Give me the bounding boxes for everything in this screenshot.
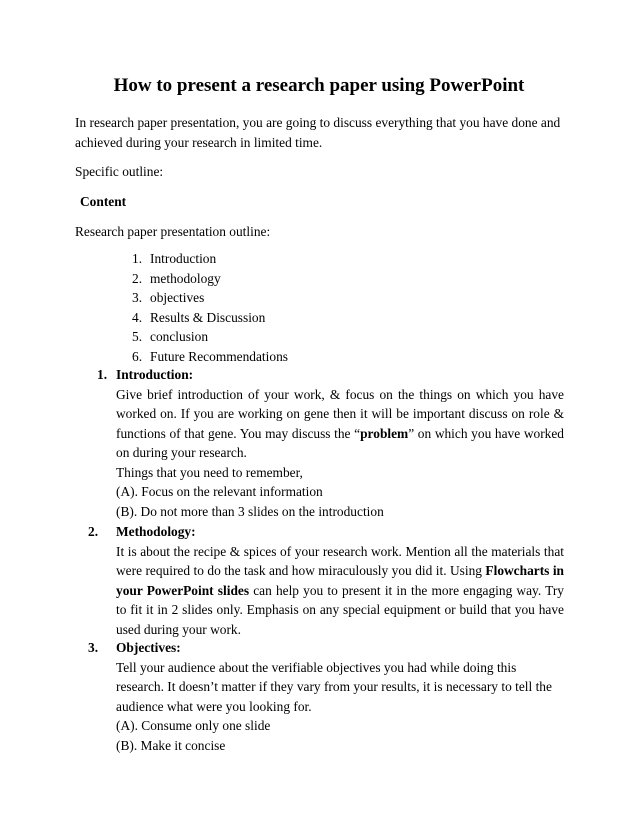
outline-item-label: Future Recommendations [150,348,288,364]
section-title: Methodology: [116,524,196,539]
outline-item-number: 6. [132,348,143,364]
bold-term: problem [360,425,409,441]
section-body: Tell your audience about the verifiable objectives you had while doing this research. It doesn’t matter if they vary from your results, it is necessary to tell the audience what were you looking for. [116,659,552,714]
section-body [116,542,564,640]
content-heading: Content [80,194,127,209]
outline-list [132,249,288,366]
outline-item-number: 4. [132,309,143,325]
outline-item [132,269,288,289]
outline-item [132,327,288,347]
section-title: Introduction: [116,367,194,382]
body-text: Give brief introduction of your work, & focus on the things on which you have worked on. If you are working on gene then it will be important discuss on role & functions of that gene. You may discuss the “ [116,386,564,441]
section-heading [97,365,564,385]
section-heading [88,522,564,542]
outline-item-label: methodology [150,270,221,286]
outline-item [132,347,288,367]
point-a: (A). Consume only one slide [116,718,271,734]
bold-term: Flowcharts in your PowerPoint slides [116,563,564,598]
remember-line: Things that you need to remember, [116,464,303,480]
point-a: (A). Focus on the relevant information [116,484,323,500]
section-introduction [88,365,564,522]
section-body [116,385,564,463]
outline-item-number: 2. [132,270,143,286]
section-number: 3. [88,640,99,655]
outline-item-number: 1. [132,251,143,266]
section-objectives [88,638,564,755]
point-b: (B). Make it concise [116,737,226,753]
outline-item-number: 3. [132,290,143,305]
point-b: (B). Do not more than 3 slides on the introduction [116,504,384,520]
outline-item [132,288,288,308]
section-heading [88,638,564,658]
section-title: Objectives: [116,640,181,655]
section-number: 1. [97,367,108,382]
outline-item-label: Introduction [150,251,217,266]
section-methodology [88,522,564,639]
outline-item-label: Results & Discussion [150,309,266,325]
section-number: 2. [88,524,99,539]
intro-paragraph: In research paper presentation, you are going to discuss everything that you have done and achieved during your research in limited time. [75,115,561,150]
body-text: ” on which you have worked on during your research. [116,425,564,461]
outline-item-label: conclusion [150,329,209,344]
outline-item [132,308,288,328]
outline-label: Research paper presentation outline: [75,224,271,239]
outline-item-number: 5. [132,329,143,344]
outline-item-label: objectives [150,290,205,305]
body-text: It is about the recipe & spices of your research work. Mention all the materials that were required to do the task and how miraculously you did it. Using [116,543,564,579]
body-text: can help you to present it in the more engaging way. Try to fit it in 2 slides only. Emphasis on any special equipment or build that you have used during your work. [116,582,564,637]
outline-item [132,249,288,269]
specific-outline-label: Specific outline: [75,164,164,179]
document-title: How to present a research paper using PowerPoint [113,75,525,96]
